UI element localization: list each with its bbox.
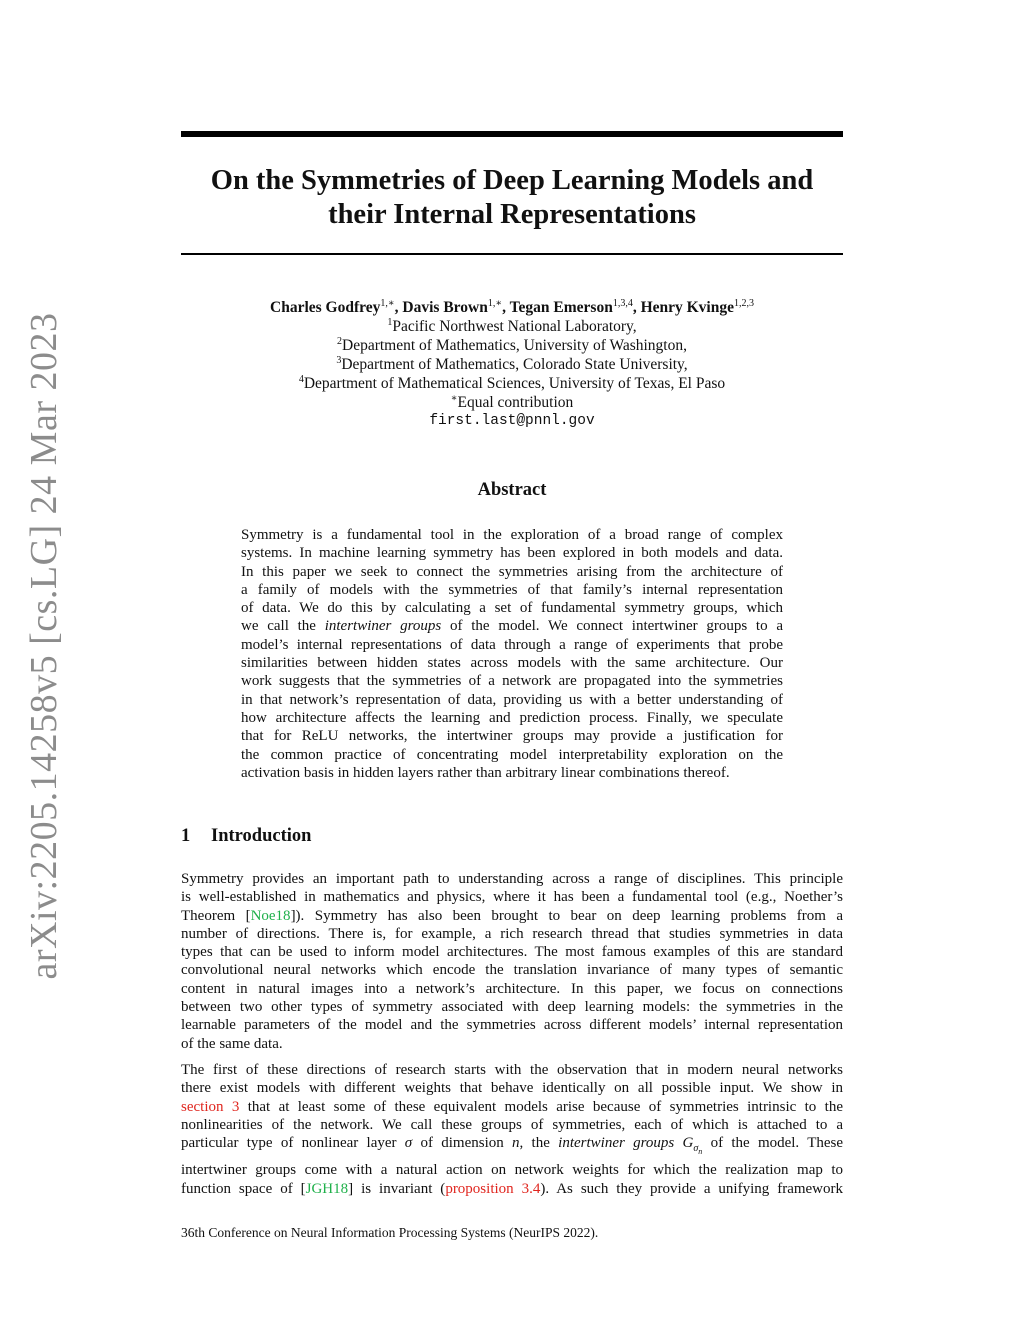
abstract-line: in that network’s representation of data, providing us with a better understanding of xyxy=(241,691,783,708)
section-title: Introduction xyxy=(211,826,312,846)
paragraph-text: particular type of nonlinear layer xyxy=(181,1135,405,1152)
paragraph-line xyxy=(181,1180,843,1198)
citation-link-noe18[interactable]: Noe18 xyxy=(250,907,291,924)
abstract-line: systems. In machine learning symmetry has been explored in both models and data. xyxy=(241,545,783,562)
title-line-2: their Internal Representations xyxy=(328,199,696,230)
paragraph-text: ] is invariant ( xyxy=(348,1180,446,1197)
paragraph-text: that at least some of these equivalent models arise because of symmetries intrinsic to the xyxy=(239,1098,843,1115)
affiliation-superscript: 1 xyxy=(387,317,393,328)
abstract-line: the common practice of concentrating model interpretability exploration on the xyxy=(241,746,783,763)
proposition-3-4-link[interactable]: proposition 3.4 xyxy=(445,1180,541,1197)
abstract-text: we call the xyxy=(241,618,325,635)
abstract-line: Symmetry is a fundamental tool in the exploration of a broad range of complex xyxy=(241,527,783,543)
affiliation xyxy=(181,355,843,374)
abstract-emphasis: intertwiner groups xyxy=(324,618,442,635)
math-sub-n: n xyxy=(698,1147,703,1157)
affiliation-superscript: 4 xyxy=(298,374,304,385)
affiliation xyxy=(181,336,843,355)
affiliation-text: Equal contribution xyxy=(457,394,574,411)
title-top-rule xyxy=(181,131,843,137)
section-3-link[interactable]: section 3 xyxy=(181,1098,240,1115)
section-heading-introduction xyxy=(181,825,311,847)
author-superscript: 1,∗ xyxy=(380,298,395,309)
conference-footnote: 36th Conference on Neural Information Processing Systems (NeurIPS 2022). xyxy=(181,1225,599,1240)
affiliation-text: Pacific Northwest National Laboratory, xyxy=(392,318,637,335)
affiliation xyxy=(181,374,843,393)
abstract-line xyxy=(241,617,783,635)
paragraph-line xyxy=(181,1134,843,1161)
author-block xyxy=(181,298,843,431)
title-line-1: On the Symmetries of Deep Learning Models and xyxy=(210,165,814,196)
paragraph-text: , the xyxy=(519,1135,559,1152)
title-bottom-rule xyxy=(181,253,843,255)
author-name: Charles Godfrey xyxy=(270,299,381,316)
paragraph-text: Theorem [ xyxy=(181,907,251,924)
author-name: Tegan Emerson xyxy=(509,299,613,316)
abstract-line: model’s internal representations of data through a range of experiments that probe xyxy=(241,636,783,653)
abstract-line: of data. We do this by calculating a set of fundamental symmetry groups, which xyxy=(241,600,783,617)
paragraph-line: between two other types of symmetry associated with deep learning models: the symmetries in the xyxy=(181,999,843,1016)
author-separator: , xyxy=(502,299,510,316)
paragraph-line: number of directions. There is, for example, a rich research thread that studies symmetries in data xyxy=(181,925,843,942)
author-separator: , xyxy=(394,299,403,316)
abstract-line: how architecture affects the learning and prediction process. Finally, we speculate xyxy=(241,709,783,726)
abstract-line: that for ReLU networks, the intertwiner groups may provide a justification for xyxy=(241,728,783,745)
paragraph-line: there exist models with different weights that behave identically on all possible input. We show in xyxy=(181,1080,843,1097)
affiliation-superscript: 2 xyxy=(337,336,342,347)
paragraph-line: intertwiner groups come with a natural action on network weights for which the realization map to xyxy=(181,1162,843,1179)
paragraph-line: Symmetry provides an important path to understanding across a range of disciplines. This principle xyxy=(181,871,843,887)
paragraph-line xyxy=(181,1098,843,1116)
paragraph-line: The first of these directions of research starts with the observation that in modern neural networks xyxy=(181,1062,843,1078)
paragraph-text: of dimension xyxy=(412,1135,513,1152)
abstract-line: similarities between hidden states across models with the same architecture. Our xyxy=(241,655,783,672)
paragraph-line: nonlinearities of the network. We call these groups of symmetries, each of which is attached to a xyxy=(181,1116,843,1133)
math-g: G xyxy=(682,1135,694,1152)
intertwiner-groups-emphasis: intertwiner groups xyxy=(558,1135,675,1152)
math-n: n xyxy=(512,1135,520,1152)
citation-link-jgh18[interactable]: JGH18 xyxy=(305,1180,349,1197)
paragraph-line: learnable parameters of the model and the symmetries across different models’ internal representation xyxy=(181,1017,843,1034)
equal-contribution-note xyxy=(181,393,843,412)
section-number: 1 xyxy=(181,826,191,846)
affiliation-text: Department of Mathematics, Colorado State University, xyxy=(341,356,688,373)
abstract-heading: Abstract xyxy=(477,480,547,500)
paragraph-line: of the same data. xyxy=(181,1035,283,1052)
affiliation-superscript: ∗ xyxy=(450,393,458,404)
affiliation-text: Department of Mathematical Sciences, University of Texas, El Paso xyxy=(303,375,726,392)
author-superscript: 1,3,4 xyxy=(612,298,633,309)
affiliation-text: Department of Mathematics, University of Washington, xyxy=(342,337,687,354)
abstract-line: a family of models with the symmetries of that family’s internal representation xyxy=(241,581,783,598)
math-g-symbol xyxy=(682,1135,703,1157)
author-superscript: 1,2,3 xyxy=(734,298,754,309)
intro-paragraph-2 xyxy=(181,1061,843,1198)
abstract-line: activation basis in hidden layers rather than arbitrary linear combinations thereof. xyxy=(241,764,730,781)
paper-title xyxy=(181,164,843,232)
author-name: Davis Brown xyxy=(402,299,488,316)
author-name: Henry Kvinge xyxy=(640,299,734,316)
author-names xyxy=(181,298,843,317)
math-sub-sigma: σ xyxy=(693,1143,699,1155)
paragraph-line: types that can be used to inform model architectures. The most famous examples of this are standard xyxy=(181,944,843,961)
abstract-line: In this paper we seek to connect the symmetries arising from the architecture of xyxy=(241,563,783,580)
paragraph-text: of the model. These xyxy=(702,1135,844,1152)
paragraph-line xyxy=(181,907,843,925)
author-superscript: 1,∗ xyxy=(487,298,503,309)
contact-email: first.last@pnnl.gov xyxy=(429,413,595,429)
affiliation-superscript: 3 xyxy=(336,355,342,366)
arxiv-identifier-stamp: arXiv:2205.14258v5 [cs.LG] 24 Mar 2023 xyxy=(23,312,65,980)
paragraph-text: ]). Symmetry has also been brought to bear on deep learning problems from a xyxy=(290,907,843,924)
paragraph-line: is well-established in mathematics and physics, where it has been a fundamental tool (e.g., Noether’s xyxy=(181,889,843,906)
intro-paragraph-1 xyxy=(181,870,843,1053)
math-g-subscript xyxy=(693,1143,703,1157)
abstract-text: of the model. We connect intertwiner groups to a xyxy=(441,618,783,635)
math-sigma: σ xyxy=(404,1135,413,1152)
paragraph-text: ). As such they provide a unifying framework xyxy=(540,1180,844,1197)
paragraph-line: content in natural images into a network’s architecture. In this paper, we focus on connections xyxy=(181,980,843,997)
paragraph-line: convolutional neural networks which encode the translation invariance of many types of semantic xyxy=(181,962,843,979)
paragraph-text: function space of [ xyxy=(181,1180,306,1197)
affiliation xyxy=(181,317,843,336)
abstract-body xyxy=(241,526,783,782)
author-separator: , xyxy=(632,299,641,316)
abstract-line: work suggests that the symmetries of a network are propagated into the symmetries xyxy=(241,673,783,690)
